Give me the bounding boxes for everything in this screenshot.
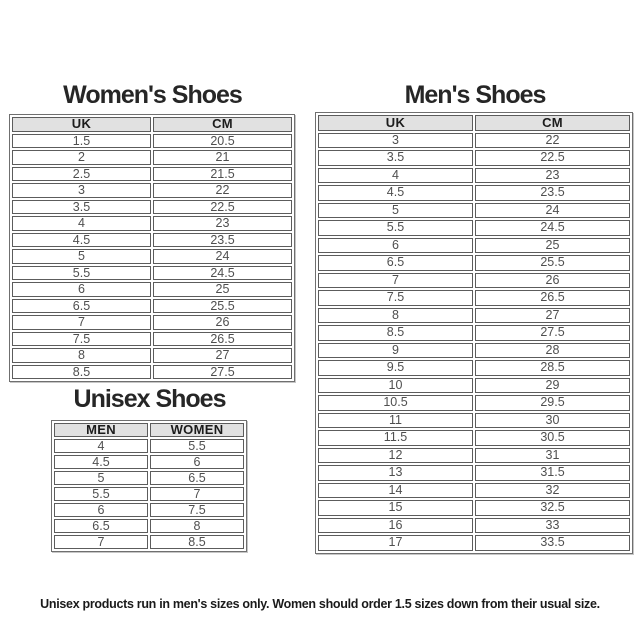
size-cell: 11.5 <box>318 430 473 446</box>
size-cell: 9.5 <box>318 360 473 376</box>
size-cell: 4 <box>54 439 148 453</box>
size-cell: 26.5 <box>475 290 630 306</box>
size-cell: 32 <box>475 483 630 499</box>
table-row <box>12 167 292 182</box>
size-cell: 7.5 <box>318 290 473 306</box>
size-cell: 2.5 <box>12 167 151 182</box>
table-row <box>54 471 244 485</box>
size-cell: 7.5 <box>12 332 151 347</box>
size-cell: 5.5 <box>150 439 244 453</box>
size-cell: 4.5 <box>54 455 148 469</box>
size-cell: 21 <box>153 150 292 165</box>
table-row <box>318 185 630 201</box>
size-cell: 10.5 <box>318 395 473 411</box>
size-cell: 5.5 <box>54 487 148 501</box>
table-row <box>12 365 292 380</box>
size-cell: 6 <box>12 282 151 297</box>
table-row <box>12 183 292 198</box>
size-cell: 26 <box>153 315 292 330</box>
unisex-shoes-title: Unisex Shoes <box>73 385 226 413</box>
unisex-column-header-men: MEN <box>54 423 148 437</box>
table-row <box>318 500 630 516</box>
size-cell: 1.5 <box>12 134 151 149</box>
size-cell: 6 <box>318 238 473 254</box>
table-row <box>12 134 292 149</box>
size-cell: 13 <box>318 465 473 481</box>
table-row <box>318 203 630 219</box>
size-cell: 29.5 <box>475 395 630 411</box>
table-row <box>54 487 244 501</box>
size-cell: 28.5 <box>475 360 630 376</box>
size-cell: 4 <box>12 216 151 231</box>
size-cell: 28 <box>475 343 630 359</box>
size-cell: 25.5 <box>153 299 292 314</box>
table-row <box>318 238 630 254</box>
size-cell: 5 <box>318 203 473 219</box>
table-row <box>12 233 292 248</box>
table-row <box>318 290 630 306</box>
table-row <box>318 535 630 551</box>
table-row <box>54 455 244 469</box>
table-row <box>12 150 292 165</box>
unisex-size-table <box>51 420 247 552</box>
unisex-table-header <box>54 423 244 437</box>
table-row <box>318 150 630 166</box>
size-cell: 25.5 <box>475 255 630 271</box>
table-row <box>12 216 292 231</box>
table-row <box>12 299 292 314</box>
size-cell: 5 <box>54 471 148 485</box>
size-cell: 26 <box>475 273 630 289</box>
size-cell: 6 <box>54 503 148 517</box>
size-cell: 3.5 <box>318 150 473 166</box>
table-row <box>318 483 630 499</box>
table-row <box>318 395 630 411</box>
size-cell: 22.5 <box>153 200 292 215</box>
size-cell: 2 <box>12 150 151 165</box>
size-cell: 6.5 <box>12 299 151 314</box>
size-cell: 11 <box>318 413 473 429</box>
mens-table-header <box>318 115 630 131</box>
table-row <box>318 465 630 481</box>
table-row <box>12 266 292 281</box>
size-cell: 23.5 <box>475 185 630 201</box>
size-cell: 5 <box>12 249 151 264</box>
table-row <box>318 273 630 289</box>
size-cell: 24.5 <box>153 266 292 281</box>
size-cell: 10 <box>318 378 473 394</box>
size-cell: 23.5 <box>153 233 292 248</box>
size-cell: 26.5 <box>153 332 292 347</box>
size-cell: 9 <box>318 343 473 359</box>
table-row <box>318 308 630 324</box>
table-row <box>12 348 292 363</box>
size-cell: 8 <box>12 348 151 363</box>
size-cell: 6.5 <box>54 519 148 533</box>
mens-shoes-title: Men's Shoes <box>404 81 546 109</box>
table-row <box>54 535 244 549</box>
size-cell: 27 <box>153 348 292 363</box>
size-cell: 23 <box>475 168 630 184</box>
size-cell: 12 <box>318 448 473 464</box>
womens-table-header <box>12 117 292 132</box>
size-cell: 31.5 <box>475 465 630 481</box>
size-cell: 6.5 <box>150 471 244 485</box>
size-cell: 8 <box>318 308 473 324</box>
table-row <box>54 503 244 517</box>
size-cell: 24 <box>153 249 292 264</box>
size-cell: 6.5 <box>318 255 473 271</box>
size-cell: 6 <box>150 455 244 469</box>
womens-column-header-cm: CM <box>153 117 292 132</box>
size-cell: 24.5 <box>475 220 630 236</box>
table-row <box>318 220 630 236</box>
size-cell: 3.5 <box>12 200 151 215</box>
table-row <box>318 430 630 446</box>
size-cell: 5.5 <box>12 266 151 281</box>
size-cell: 25 <box>475 238 630 254</box>
mens-table-body <box>318 133 630 551</box>
table-row <box>318 133 630 149</box>
womens-shoes-title: Women's Shoes <box>63 81 242 109</box>
unisex-sizing-disclaimer: Unisex products run in men's sizes only. Women should order 1.5 sizes down from their usual size. <box>40 597 600 611</box>
table-row <box>54 439 244 453</box>
size-cell: 8.5 <box>12 365 151 380</box>
table-row <box>318 360 630 376</box>
table-row <box>318 255 630 271</box>
unisex-column-header-women: WOMEN <box>150 423 244 437</box>
size-cell: 24 <box>475 203 630 219</box>
table-row <box>318 518 630 534</box>
size-cell: 22 <box>475 133 630 149</box>
womens-size-table <box>9 114 295 382</box>
size-cell: 17 <box>318 535 473 551</box>
header-row <box>318 115 630 131</box>
size-cell: 27 <box>475 308 630 324</box>
womens-table-body <box>12 134 292 380</box>
size-cell: 32.5 <box>475 500 630 516</box>
size-cell: 7 <box>12 315 151 330</box>
size-cell: 30 <box>475 413 630 429</box>
size-cell: 22.5 <box>475 150 630 166</box>
table-row <box>12 282 292 297</box>
size-cell: 4 <box>318 168 473 184</box>
size-cell: 4.5 <box>12 233 151 248</box>
size-cell: 8 <box>150 519 244 533</box>
header-row <box>12 117 292 132</box>
size-cell: 27.5 <box>475 325 630 341</box>
size-cell: 30.5 <box>475 430 630 446</box>
size-cell: 22 <box>153 183 292 198</box>
size-cell: 8.5 <box>150 535 244 549</box>
mens-size-table <box>315 112 633 554</box>
table-row <box>318 343 630 359</box>
size-cell: 16 <box>318 518 473 534</box>
size-cell: 7.5 <box>150 503 244 517</box>
table-row <box>318 378 630 394</box>
size-cell: 7 <box>318 273 473 289</box>
size-cell: 20.5 <box>153 134 292 149</box>
size-cell: 33.5 <box>475 535 630 551</box>
mens-column-header-uk: UK <box>318 115 473 131</box>
table-row <box>318 168 630 184</box>
size-cell: 3 <box>12 183 151 198</box>
size-cell: 3 <box>318 133 473 149</box>
size-cell: 21.5 <box>153 167 292 182</box>
table-row <box>54 519 244 533</box>
womens-column-header-uk: UK <box>12 117 151 132</box>
size-cell: 7 <box>54 535 148 549</box>
size-cell: 31 <box>475 448 630 464</box>
table-row <box>318 413 630 429</box>
size-cell: 5.5 <box>318 220 473 236</box>
size-cell: 27.5 <box>153 365 292 380</box>
table-row <box>318 448 630 464</box>
size-cell: 4.5 <box>318 185 473 201</box>
size-cell: 33 <box>475 518 630 534</box>
mens-column-header-cm: CM <box>475 115 630 131</box>
unisex-table-body <box>54 439 244 549</box>
table-row <box>318 325 630 341</box>
table-row <box>12 249 292 264</box>
size-cell: 14 <box>318 483 473 499</box>
size-cell: 8.5 <box>318 325 473 341</box>
table-row <box>12 315 292 330</box>
table-row <box>12 332 292 347</box>
size-cell: 23 <box>153 216 292 231</box>
size-cell: 7 <box>150 487 244 501</box>
size-cell: 25 <box>153 282 292 297</box>
size-cell: 15 <box>318 500 473 516</box>
size-cell: 29 <box>475 378 630 394</box>
header-row <box>54 423 244 437</box>
table-row <box>12 200 292 215</box>
